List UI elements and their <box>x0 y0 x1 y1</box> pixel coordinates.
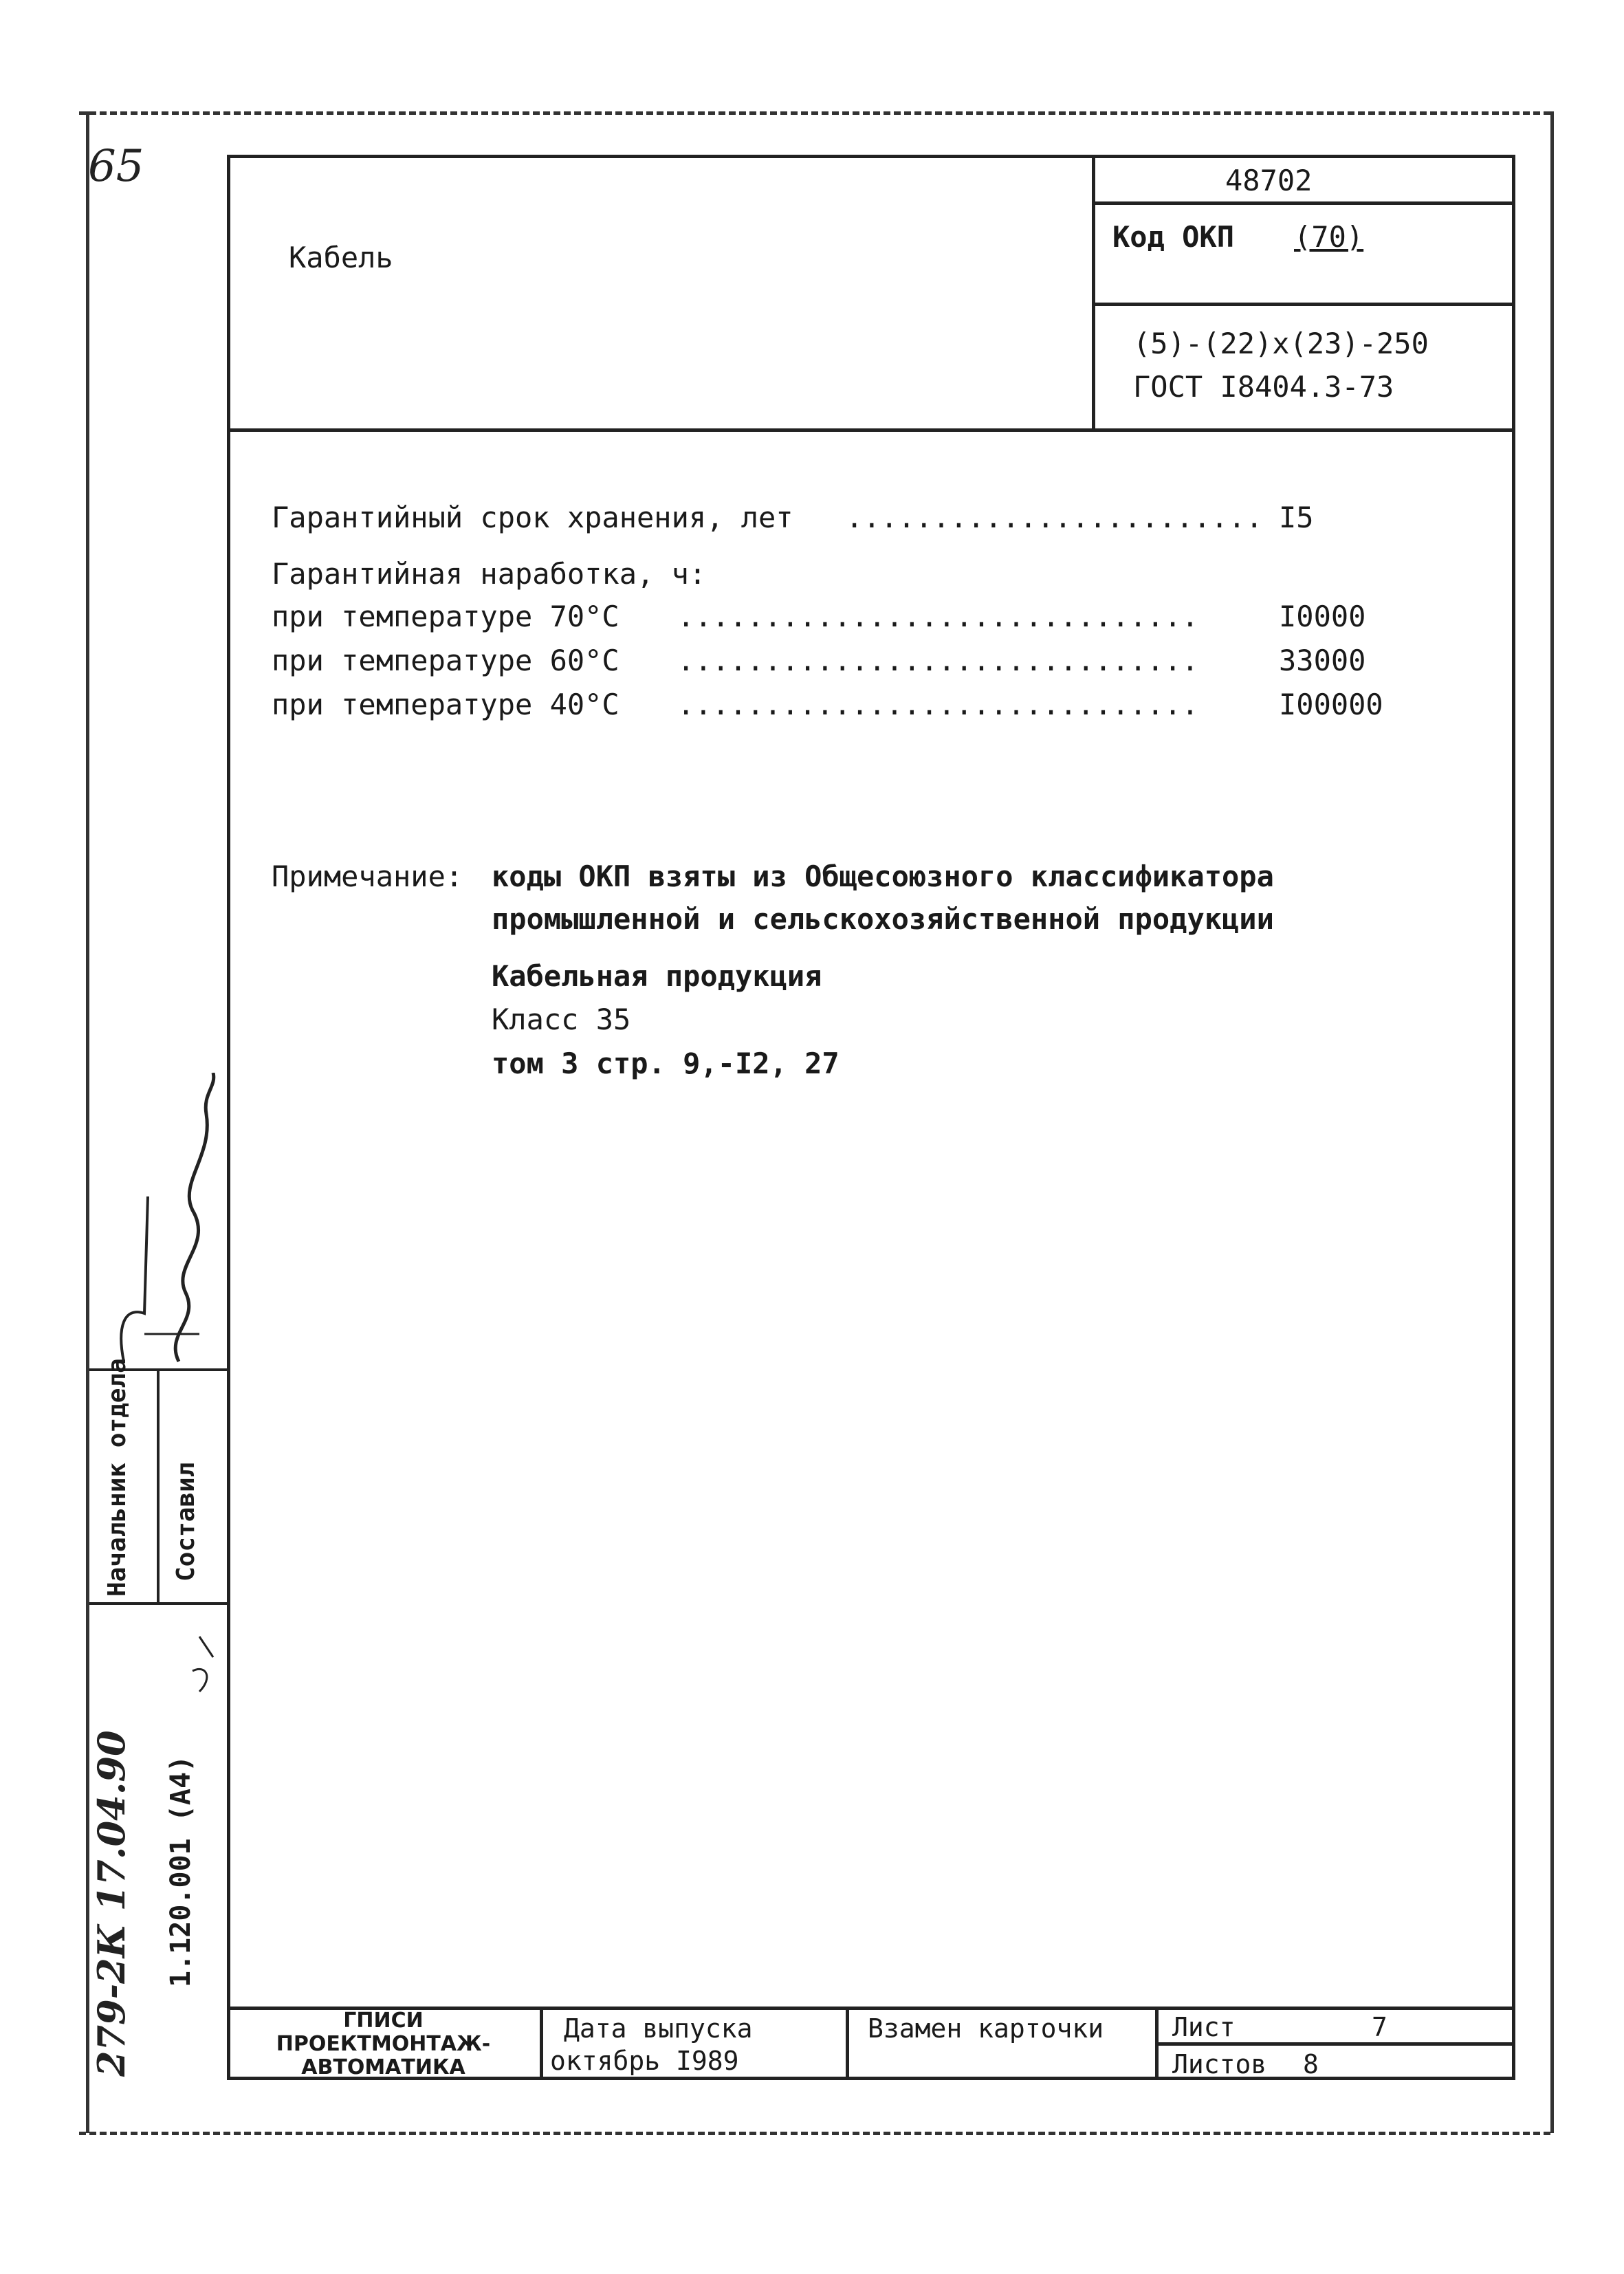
runtime-row-value: I0000 <box>1279 600 1366 633</box>
code-number: 48702 <box>1225 164 1313 197</box>
sheets-total: 8 <box>1303 2049 1319 2079</box>
runtime-row-label: при температуре 70°С <box>272 600 619 633</box>
footer-divider-1 <box>540 2007 543 2079</box>
product-name: Кабель <box>289 241 393 274</box>
release-date-value: октябрь I989 <box>550 2046 739 2076</box>
note-label: Примечание: <box>272 860 463 893</box>
header-divider <box>227 428 1515 432</box>
organization-line: ПРОЕКТМОНТАЖ- <box>276 2032 491 2056</box>
runtime-row-value: 33000 <box>1279 644 1366 677</box>
sheet-number: 7 <box>1372 2012 1387 2042</box>
runtime-row-leader: .............................. <box>677 688 1199 721</box>
footer-divider-2 <box>846 2007 849 2079</box>
runtime-row-leader: .............................. <box>677 644 1199 677</box>
role-label-author: Составил <box>172 1462 200 1582</box>
storage-label: Гарантийный срок хранения, лет <box>272 501 793 534</box>
replacement-label: Взамен карточки <box>868 2013 1104 2044</box>
organization-line: АВТОМАТИКА <box>301 2055 465 2079</box>
cut-line-top <box>79 111 1550 115</box>
sheets-label: Листов <box>1172 2049 1267 2079</box>
registration-stamp: 279-2К 17.04.90 <box>89 1730 133 2077</box>
release-date-label: Дата выпуска <box>564 2013 753 2044</box>
header-cell-divider-1 <box>1092 201 1515 205</box>
designation-line-2: ГОСТ I8404.3-73 <box>1133 370 1394 404</box>
reference-line-1: Кабельная продукция <box>492 959 822 993</box>
footer-sheet-divider <box>1155 2042 1515 2046</box>
header-cell-divider-2 <box>1092 303 1515 306</box>
note-line-2: промышленной и сельскохозяйственной продукции <box>492 902 1274 936</box>
note-line-1: коды ОКП взяты из Общесоюзного классификатора <box>492 860 1274 893</box>
signature-graphic <box>96 1073 227 1368</box>
okp-value: (70) <box>1294 220 1364 254</box>
runtime-heading: Гарантийная наработка, ч: <box>272 557 707 591</box>
page-number: 65 <box>88 141 144 192</box>
side-strip-divider <box>157 1368 160 1602</box>
runtime-row-leader: .............................. <box>677 600 1199 633</box>
side-strip-line-2 <box>89 1602 227 1605</box>
runtime-row-value: I00000 <box>1279 688 1383 721</box>
organization-name <box>227 2009 540 2079</box>
runtime-row-label: при температуре 60°С <box>272 644 619 677</box>
reference-line-3: том 3 стр. 9,-I2, 27 <box>492 1047 840 1080</box>
format-code: 1.120.001 (А4) <box>165 1755 197 1987</box>
card-frame <box>227 155 1515 2080</box>
header-column-divider <box>1092 155 1095 430</box>
cut-line-right <box>1550 111 1554 2133</box>
okp-label: Код ОКП <box>1112 220 1235 254</box>
runtime-row-label: при температуре 40°С <box>272 688 619 721</box>
reference-line-2: Класс 35 <box>492 1003 631 1036</box>
role-label-head: Начальник отдела <box>103 1358 131 1597</box>
storage-value: I5 <box>1279 501 1314 534</box>
cut-line-bottom <box>79 2132 1550 2135</box>
designation-line-1: (5)-(22)x(23)-250 <box>1133 327 1429 360</box>
sheet-label: Лист <box>1172 2012 1236 2042</box>
storage-leader: ........................ <box>846 501 1263 534</box>
organization-line: ГПИСИ <box>343 2009 424 2033</box>
